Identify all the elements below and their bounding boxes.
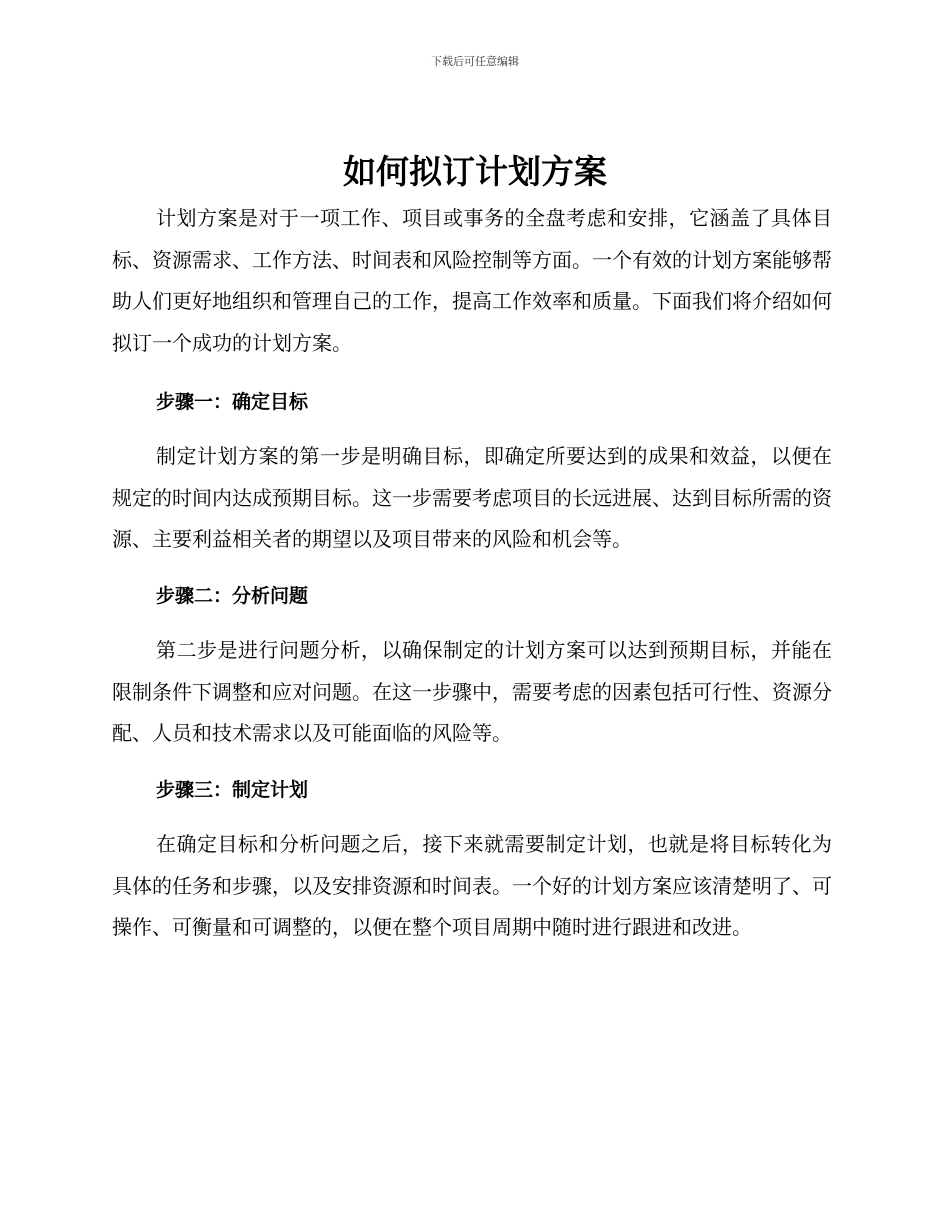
- step-one-heading: 步骤一：确定目标: [156, 391, 309, 413]
- page-header: 下载后可任意编辑: [431, 55, 519, 68]
- step-two-heading: 步骤二：分析问题: [156, 585, 309, 607]
- step-one-paragraph: 制定计划方案的第一步是明确目标，即确定所要达到的成果和效益，以便在规定的时间内达成预期目标。这一步需要考虑项目的长远进展、达到目标所需的资源、主要利益相关者的期望以及项目带来的风险和机会等。: [112, 444, 832, 551]
- document-title: 如何拟订计划方案: [343, 152, 607, 191]
- step-three-paragraph: 在确定目标和分析问题之后，接下来就需要制定计划，也就是将目标转化为具体的任务和步骤，以及安排资源和时间表。一个好的计划方案应该清楚明了、可操作、可衡量和可调整的，以便在整个项目周期中随时进行跟进和改进。: [112, 832, 832, 939]
- step-three-heading: 步骤三：制定计划: [156, 779, 309, 801]
- step-two-paragraph: 第二步是进行问题分析，以确保制定的计划方案可以达到预期目标，并能在限制条件下调整和应对问题。在这一步骤中，需要考虑的因素包括可行性、资源分配、人员和技术需求以及可能面临的风险等。: [112, 638, 832, 745]
- intro-paragraph: 计划方案是对于一项工作、项目或事务的全盘考虑和安排，它涵盖了具体目标、资源需求、工作方法、时间表和风险控制等方面。一个有效的计划方案能够帮助人们更好地组织和管理自己的工作，提高工作效率和质量。下面我们将介绍如何拟订一个成功的计划方案。: [112, 206, 832, 355]
